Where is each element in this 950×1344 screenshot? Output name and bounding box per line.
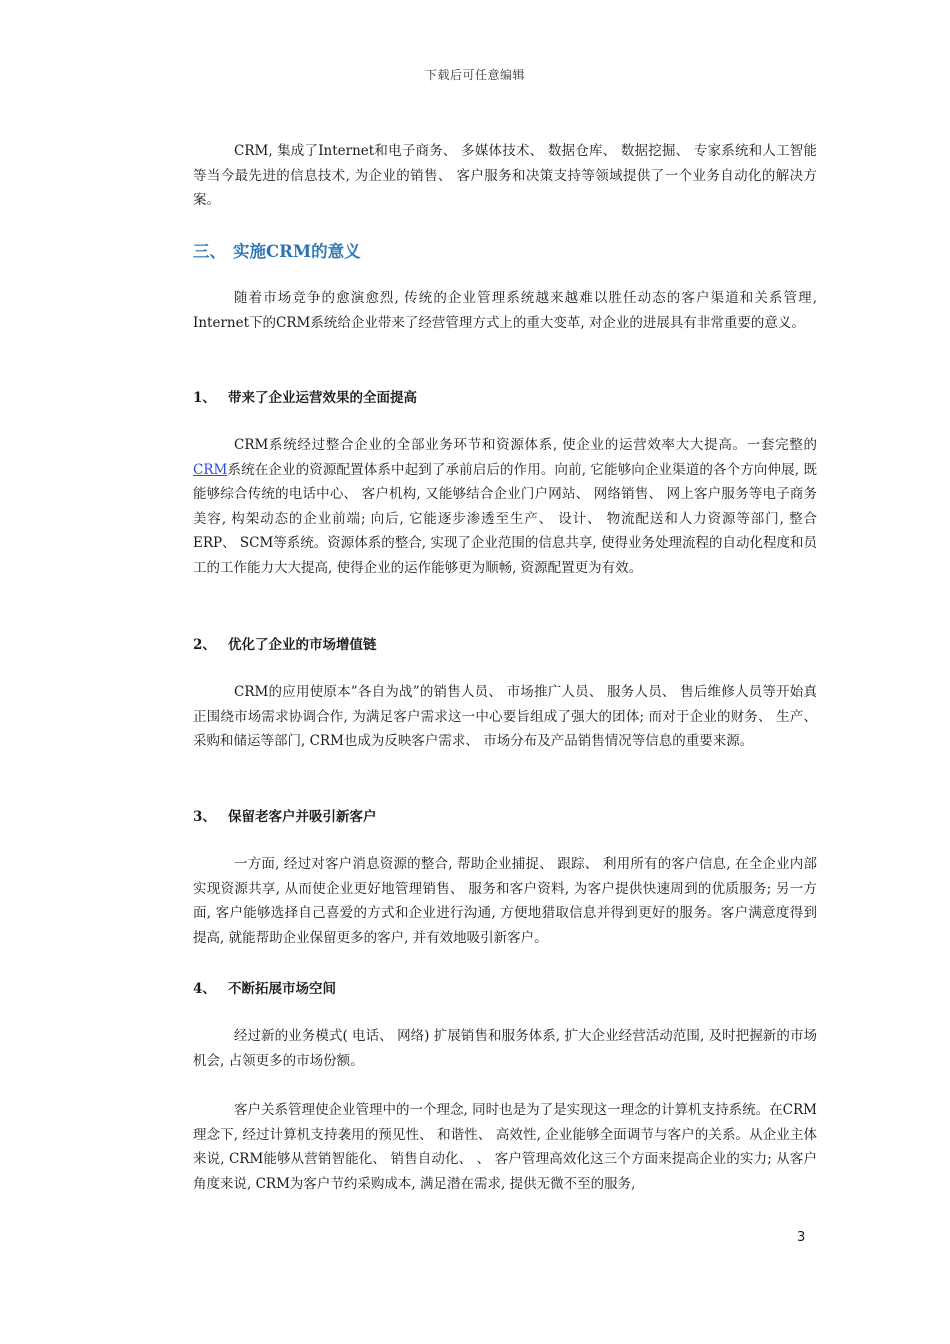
section-heading [193,238,361,262]
subheading-1 [193,386,417,406]
page-number: 3 [797,1230,806,1245]
item-1-paragraph [193,433,817,580]
item-2-paragraph: CRM的应用使原本”各自为战”的销售人员、 市场推广人员、 服务人员、 售后维修人员等开始真正围绕市场需求协调合作, 为满足客户需求这一中心要旨组成了强大的团体; 而对于企业的财务、 生产、 采购和储运等部门, CRM也成为反映客户需求、 市场分布及产品销售情况等信息的重要来源。 [193,684,817,749]
closing-paragraph: 客户关系管理使企业管理中的一个理念, 同时也是为了是实现这一理念的计算机支持系统。在CRM理念下, 经过计算机支持袭用的预见性、 和谐性、 高效性, 企业能够全面调节与客户的关系。从企业主体来说, CRM能够从营销智能化、 销售自动化、 、 客户管理高效化这三个方面来提高企业的实力; 从客户角度来说, CRM为客户节约采购成本, 满足潜在需求, 提供无微不至的服务, [193,1102,817,1192]
subheading-title: 带来了企业运营效果的全面提高 [228,390,417,406]
intro-paragraph: CRM, 集成了Internet和电子商务、 多媒体技术、 数据仓库、 数据挖掘、 专家系统和人工智能等当今最先进的信息技术, 为企业的销售、 客户服务和决策支持等领域提供了一个业务自动化的解决方案。 [193,143,817,208]
subheading-title: 保留老客户并吸引新客户 [228,809,377,825]
section-number: 三、 [193,242,226,261]
item-1-text-start: CRM系统经过整合企业的全部业务环节和资源体系, 使企业的运营效率大大提高。一套完整的 [234,437,817,453]
subheading-4 [193,977,336,997]
subheading-number: 4、 [193,981,216,997]
subheading-3 [193,805,377,825]
section-title: 实施CRM的意义 [233,242,361,261]
subheading-number: 1、 [193,390,216,406]
page-header: 下载后可任意编辑 [424,68,525,82]
item-3-paragraph: 一方面, 经过对客户消息资源的整合, 帮助企业捕捉、 跟踪、 利用所有的客户信息, 在全企业内部实现资源共享, 从而使企业更好地管理销售、 服务和客户资料, 为客户提供快速周到的优质服务; 另一方面, 客户能够选择自己喜爱的方式和企业进行沟通, 方便地猎取信息并得到更好的服务。客户满意度得到提高, 就能帮助企业保留更多的客户, 并有效地吸引新客户。 [193,856,817,946]
item-4-paragraph: 经过新的业务模式( 电话、 网络) 扩展销售和服务体系, 扩大企业经营活动范围, 及时把握新的市场机会, 占领更多的市场份额。 [193,1028,817,1069]
subheading-2 [193,633,377,653]
subheading-number: 2、 [193,637,216,653]
item-1-text-end: 系统在企业的资源配置体系中起到了承前启后的作用。向前, 它能够向企业渠道的各个方向伸展, 既能够综合传统的电话中心、 客户机构, 又能够结合企业门户网站、 网络销售、 网上客户服务等电子商务美容, 构架动态的企业前端; 向后, 它能逐步渗透至生产、 设计、 物流配送和人力资源等部门, 整合ERP、 SCM等系统。资源体系的整合, 实现了企业范围的信息共享, 使得业务处理流程的自动化程度和员工的工作能力大大提高, 使得企业的运作能够更为顺畅, 资源配置更为有效。 [193,461,817,576]
crm-link[interactable]: CRM [193,461,228,478]
section-paragraph: 随着市场竞争的愈演愈烈, 传统的企业管理系统越来越难以胜任动态的客户渠道和关系管理, Internet下的CRM系统给企业带来了经营管理方式上的重大变革, 对企业的进展具有非常重要的意义。 [193,290,817,331]
subheading-title: 优化了企业的市场增值链 [228,637,377,653]
subheading-title: 不断拓展市场空间 [228,981,336,997]
subheading-number: 3、 [193,809,216,825]
